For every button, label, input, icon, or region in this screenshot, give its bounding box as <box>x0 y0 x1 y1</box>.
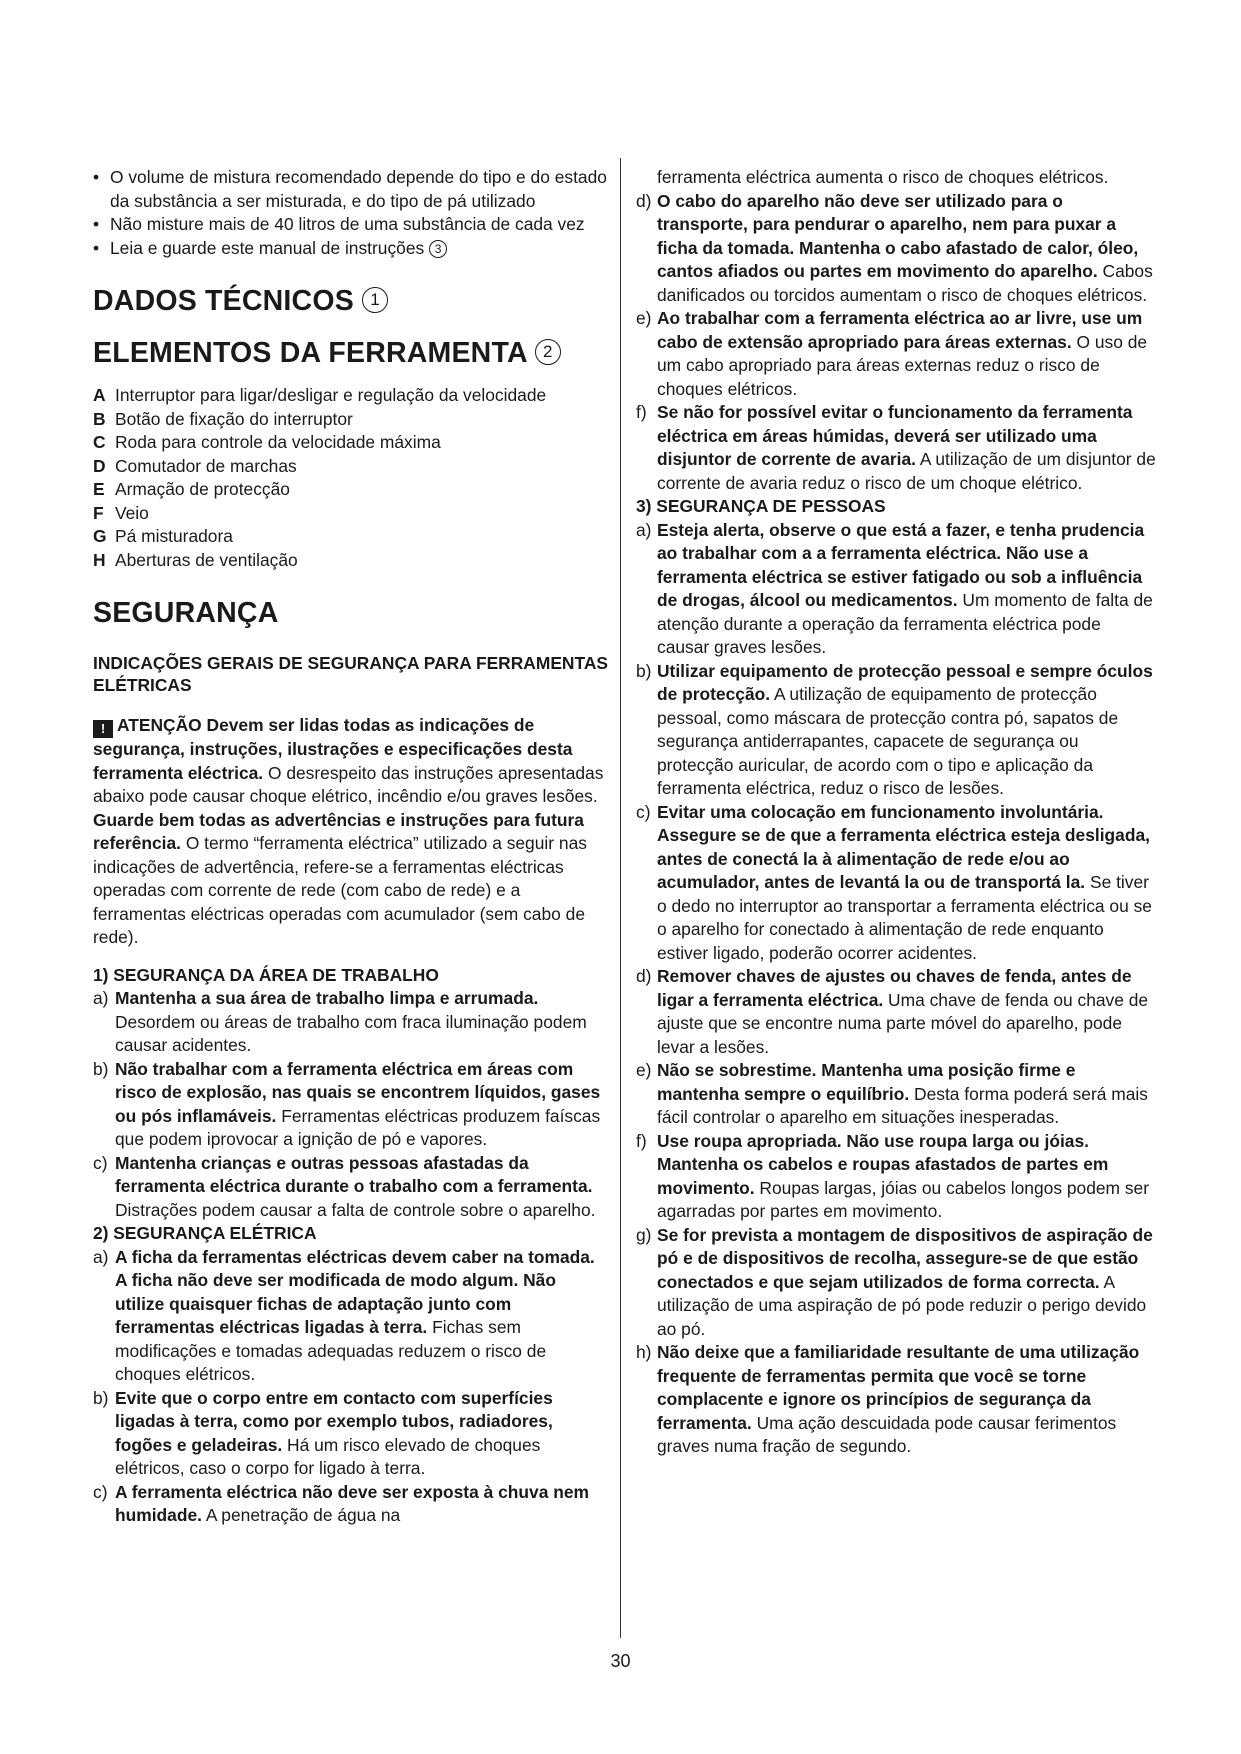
section-1-item-c: c) Mantenha crianças e outras pessoas afastadas da ferramenta eléctrica durante o trabalho com a ferramenta. Distrações podem causar a falta de controle sobre o aparelho. <box>93 1152 596 1220</box>
bullet-item: • O volume de mistura recomendado depende do tipo e do estado da substância a ser misturada, e do tipo de pá utilizado <box>93 166 608 213</box>
continued-text: ferramenta eléctrica aumenta o risco de choques elétricos. <box>657 167 1109 187</box>
right-column <box>636 166 1156 1459</box>
section-2-item-d: d) O cabo do aparelho não deve ser utilizado para o transporte, para pendurar o aparelho, nem para puxar a ficha da tomada. Mantenha o cabo afastado de calor, óleo, cantos afiados ou partes em movimento do aparelho. Cabos danificados ou torcidos aumentam o risco de choques elétricos. <box>636 190 1153 305</box>
section-3-item-b: b) Utilizar equipamento de protecção pessoal e sempre óculos de protecção. A utilização de equipamento de protecção pessoal, como máscara de protecção contra pó, sapatos de segurança antiderrapantes, capacete de segurança ou protecção auricular, de acordo com o tipo e aplicação da ferramenta eléctrica, reduz o risco de lesões. <box>636 660 1153 798</box>
section-2-title: 2) SEGURANÇA ELÉTRICA <box>93 1223 317 1243</box>
part-item: A Interruptor para ligar/desligar e regulação da velocidade <box>93 385 547 405</box>
parts-list <box>93 384 608 572</box>
part-item: C Roda para controle da velocidade máxima <box>93 432 441 452</box>
part-item: D Comutador de marchas <box>93 455 297 476</box>
column-divider <box>620 158 621 1638</box>
warning-icon: ! <box>93 720 113 738</box>
part-item: G Pá misturadora <box>93 526 233 546</box>
section-2-item-f: f) Se não for possível evitar o funcionamento da ferramenta eléctrica em áreas húmidas, deverá ser utilizado uma disjuntor de corrente de avaria. A utilização de um disjuntor de corrente de avaria reduz o risco de um choque elétrico. <box>636 402 1156 493</box>
section-2-item-c: c) A ferramenta eléctrica não deve ser exposta à chuva nem humidade. A penetração de água na <box>93 1481 589 1525</box>
section-1-title: 1) SEGURANÇA DA ÁREA DE TRABALHO <box>93 964 439 985</box>
section-1-item-b: b) Não trabalhar com a ferramenta eléctrica em áreas com risco de explosão, nas quais se encontrem líquidos, gases ou pós inflamáveis. Ferramentas eléctricas produzem faíscas que podem iprovocar a ignição de pó e vapores. <box>93 1058 601 1149</box>
section-3-item-c: c) Evitar uma colocação em funcionamento involuntária. Assegure se de que a ferramenta eléctrica esteja desligada, antes de conectá la à alimentação de rede e/ou ao acumulador, antes de levantá la ou de transportá la. Se tiver o dedo no interruptor ao transportar a ferramenta eléctrica ou se o aparelho for conectado à alimentação de rede enquanto estiver ligado, poderão ocorrer acidentes. <box>636 801 1152 963</box>
heading-dados-tecnicos: DADOS TÉCNICOS 1 <box>93 284 608 318</box>
section-3-item-a: a) Esteja alerta, observe o que está a fazer, e tenha prudencia ao trabalhar com a a ferramenta eléctrica. Não use a ferramenta eléctrica se estiver fatigado ou sob a influência de drogas, álcool ou medicamentos. Um momento de falta de atenção durante a operação da ferramenta eléctrica pode causar graves lesões. <box>636 519 1153 657</box>
section-3-item-g: g) Se for prevista a montagem de dispositivos de aspiração de pó e de dispositivos de recolha, assegure-se de que estão conectados e que sejam utilizados de forma correcta. A utilização de uma aspiração de pó pode reduzir o perigo devido ao pó. <box>636 1224 1153 1339</box>
part-item: B Botão de fixação do interruptor <box>93 408 353 429</box>
bullet-item: • Leia e guarde este manual de instruções 3 <box>93 237 608 261</box>
figure-ref-2: 2 <box>535 339 561 365</box>
general-safety-heading: INDICAÇÕES GERAIS DE SEGURANÇA PARA FERRAMENTAS ELÉTRICAS <box>93 653 608 695</box>
bullet-list <box>93 166 608 260</box>
section-2-item-b: b) Evite que o corpo entre em contacto com superfícies ligadas à terra, como por exemplo tubos, radiadores, fogões e geladeiras. Há um risco elevado de choques elétricos, caso o corpo for ligado à terra. <box>93 1387 553 1478</box>
page-number: 30 <box>610 1651 631 1671</box>
section-3-item-h: h) Não deixe que a familiaridade resultante de uma utilização frequente de ferramentas permita que você se torne complacente e ignore os princípios de segurança da ferramenta. Uma ação descuidada pode causar ferimentos graves numa fração de segundo. <box>636 1342 1140 1456</box>
section-3-item-e: e) Não se sobrestime. Mantenha uma posição firme e mantenha sempre o equilíbrio. Desta forma poderá será mais fácil controlar o aparelho em situações inesperadas. <box>636 1060 1148 1127</box>
section-1-item-a: a) Mantenha a sua área de trabalho limpa e arrumada. Desordem ou áreas de trabalho com fraca iluminação podem causar acidentes. <box>93 988 587 1055</box>
section-2-item-e: e) Ao trabalhar com a ferramenta eléctrica ao ar livre, use um cabo de extensão apropriado para áreas externas. O uso de um cabo apropriado para áreas externas reduz o risco de choques elétricos. <box>636 308 1148 399</box>
figure-ref-3: 3 <box>429 240 447 258</box>
figure-ref-1: 1 <box>362 287 388 313</box>
attention-paragraph: ! ATENÇÃO Devem ser lidas todas as indicações de segurança, instruções, ilustrações e especificações desta ferramenta eléctrica. O desrespeito das instruções apresentadas abaixo pode causar choque elétrico, incêndio e/ou graves lesões. Guarde bem todas as advertências e instruções para futura referência. O termo “ferramenta eléctrica” utilizado a seguir nas indicações de advertência, refere-se a ferramentas eléctricas operadas com corrente de rede (com cabo de rede) e a ferramentas eléctricas operadas com acumulador (sem cabo de rede). <box>93 715 604 947</box>
heading-elementos: ELEMENTOS DA FERRAMENTA 2 <box>93 336 608 370</box>
part-item: E Armação de protecção <box>93 479 290 499</box>
heading-seguranca: SEGURANÇA <box>93 597 279 629</box>
part-item: F Veio <box>93 502 149 523</box>
left-column <box>93 166 608 1528</box>
bullet-item: • Não misture mais de 40 litros de uma substância de cada vez <box>93 213 608 237</box>
section-2-item-a: a) A ficha da ferramentas eléctricas devem caber na tomada. A ficha não deve ser modificada de modo algum. Não utilize quaisquer fichas de adaptação junto com ferramentas eléctricas ligadas à terra. Fichas sem modificações e tomadas adequadas reduzem o risco de choques elétricos. <box>93 1246 595 1384</box>
section-3-title: 3) SEGURANÇA DE PESSOAS <box>636 496 886 516</box>
part-item: H Aberturas de ventilação <box>93 549 298 570</box>
section-3-item-d: d) Remover chaves de ajustes ou chaves de fenda, antes de ligar a ferramenta eléctrica. Uma chave de fenda ou chave de ajuste que se encontre numa parte móvel do aparelho, pode levar a lesões. <box>636 966 1149 1057</box>
section-3-item-f: f) Use roupa apropriada. Não use roupa larga ou jóias. Mantenha os cabelos e roupas afastados de partes em movimento. Roupas largas, jóias ou cabelos longos podem ser agarradas por partes em movimento. <box>636 1130 1150 1221</box>
